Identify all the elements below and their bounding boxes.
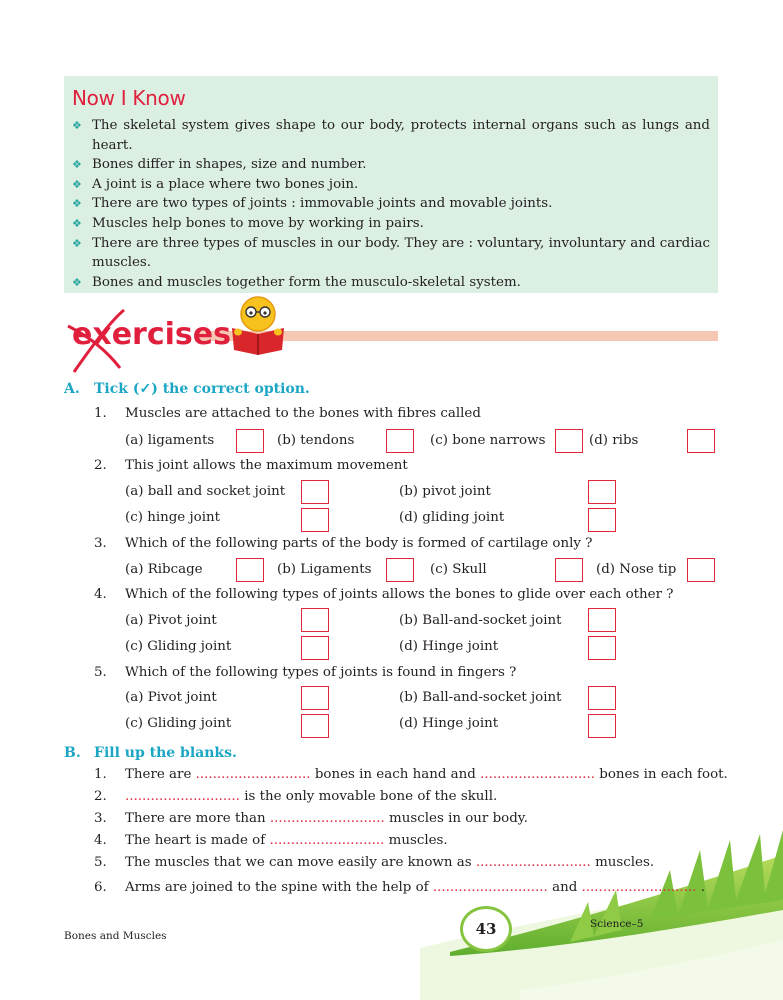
diamond-bullet-icon: ❖ (72, 236, 82, 250)
answer-checkbox[interactable] (555, 429, 583, 453)
answer-checkbox[interactable] (236, 558, 264, 582)
know-point: ❖ Muscles help bones to move by working in pairs. (72, 214, 710, 234)
know-point: ❖ There are three types of muscles in our body. They are : voluntary, involuntary and cardiac muscles. (72, 235, 710, 271)
know-point: ❖ A joint is a place where two bones join. (72, 175, 710, 195)
question-text: Which of the following types of joints allows the bones to glide over each other ? (125, 587, 674, 602)
question-number: 3. (94, 536, 107, 551)
blank-number: 2. (94, 789, 107, 804)
answer-checkbox[interactable] (236, 429, 264, 453)
answer-checkbox[interactable] (588, 686, 616, 710)
answer-checkbox[interactable] (588, 508, 616, 532)
answer-checkbox[interactable] (555, 558, 583, 582)
answer-checkbox[interactable] (301, 714, 329, 738)
answer-blank[interactable]: ........................... (480, 767, 596, 782)
exercises-title: exercises (72, 317, 231, 352)
diamond-bullet-icon: ❖ (72, 177, 82, 191)
answer-checkbox[interactable] (386, 558, 414, 582)
fill-blank-row: The muscles that we can move easily are known as ........................... muscles. (125, 855, 655, 870)
answer-checkbox[interactable] (301, 480, 329, 504)
diamond-bullet-icon: ❖ (72, 158, 82, 172)
question-text: Muscles are attached to the bones with fibres called (125, 406, 481, 421)
answer-checkbox[interactable] (301, 608, 329, 632)
option-label: (c) hinge joint (125, 510, 220, 525)
answer-blank[interactable]: ........................... (269, 811, 385, 826)
question-number: 1. (94, 406, 107, 421)
know-point: ❖ Bones and muscles together form the musculo-skeletal system. (72, 273, 710, 293)
option-label: (a) ball and socket joint (125, 484, 286, 499)
diamond-bullet-icon: ❖ (72, 197, 82, 211)
option-label: (b) Ball-and-socket joint (399, 613, 562, 628)
answer-checkbox[interactable] (687, 558, 715, 582)
answer-checkbox[interactable] (301, 508, 329, 532)
option-label: (b) Ball-and-socket joint (399, 690, 562, 705)
page-number: 43 (460, 906, 512, 952)
answer-blank[interactable]: ........................... (195, 767, 311, 782)
fill-blank-row: The heart is made of ........................... muscles. (125, 833, 448, 848)
question-number: 4. (94, 587, 107, 602)
diamond-bullet-icon: ❖ (72, 216, 82, 230)
option-label: (b) pivot joint (399, 484, 491, 499)
option-label: (b) Ligaments (277, 562, 372, 577)
question-text: Which of the following types of joints is found in fingers ? (125, 665, 517, 680)
know-point: ❖ The skeletal system gives shape to our body, protects internal organs such as lungs and heart. (72, 118, 710, 153)
option-label: (a) Pivot joint (125, 690, 217, 705)
reading-emoji-icon (222, 292, 292, 356)
option-label: (d) gliding joint (399, 510, 505, 525)
option-label: (d) Hinge joint (399, 639, 499, 654)
now-i-know-list (72, 116, 710, 292)
answer-blank[interactable]: ........................... (432, 880, 548, 895)
answer-blank[interactable]: ........................... (581, 880, 697, 895)
know-point: ❖ Bones differ in shapes, size and number. (72, 155, 710, 175)
answer-blank[interactable]: ........................... (125, 789, 240, 804)
option-label: (a) ligaments (125, 433, 215, 448)
fill-blank-row: ........................... is the only movable bone of the skull. (125, 789, 498, 804)
answer-checkbox[interactable] (588, 608, 616, 632)
exercises-logo (62, 306, 231, 378)
answer-checkbox[interactable] (386, 429, 414, 453)
question-text: Which of the following parts of the body is formed of cartilage only ? (125, 536, 593, 551)
diamond-bullet-icon: ❖ (72, 275, 82, 289)
fill-blank-row: There are more than ........................... muscles in our body. (125, 811, 528, 826)
question-number: 5. (94, 665, 107, 680)
option-label: (a) Pivot joint (125, 613, 217, 628)
option-label: (c) Gliding joint (125, 716, 232, 731)
answer-checkbox[interactable] (687, 429, 715, 453)
answer-blank[interactable]: ........................... (475, 855, 591, 870)
answer-checkbox[interactable] (301, 686, 329, 710)
now-i-know-box (64, 76, 718, 293)
know-point: ❖ There are two types of joints : immovable joints and movable joints. (72, 194, 710, 214)
blank-number: 6. (94, 880, 107, 895)
option-label: (c) Gliding joint (125, 639, 232, 654)
now-i-know-title: Now I Know (72, 86, 186, 110)
answer-checkbox[interactable] (301, 636, 329, 660)
option-label: (d) ribs (589, 433, 639, 448)
answer-checkbox[interactable] (588, 636, 616, 660)
option-label: (c) bone narrows (430, 433, 546, 448)
answer-checkbox[interactable] (588, 480, 616, 504)
question-text: This joint allows the maximum movement (125, 458, 408, 473)
option-label: (a) Ribcage (125, 562, 203, 577)
blank-number: 1. (94, 767, 107, 782)
book-name: Science–5 (590, 918, 644, 930)
chapter-name: Bones and Muscles (64, 930, 167, 942)
fill-blank-row: Arms are joined to the spine with the help of ........................... and ........................... . (125, 880, 705, 895)
option-label: (c) Skull (430, 562, 487, 577)
answer-blank[interactable]: ........................... (269, 833, 385, 848)
section-a-heading: A. Tick (✓) the correct option. (64, 381, 310, 397)
fill-blank-row: There are ........................... bones in each hand and ........................... bones in each foot. (125, 767, 728, 782)
section-b-heading: B. Fill up the blanks. (64, 745, 237, 761)
question-number: 2. (94, 458, 107, 473)
option-label: (d) Nose tip (596, 562, 677, 577)
option-label: (d) Hinge joint (399, 716, 499, 731)
diamond-bullet-icon: ❖ (72, 119, 82, 132)
answer-checkbox[interactable] (588, 714, 616, 738)
blank-number: 5. (94, 855, 107, 870)
option-label: (b) tendons (277, 433, 355, 448)
blank-number: 4. (94, 833, 107, 848)
blank-number: 3. (94, 811, 107, 826)
